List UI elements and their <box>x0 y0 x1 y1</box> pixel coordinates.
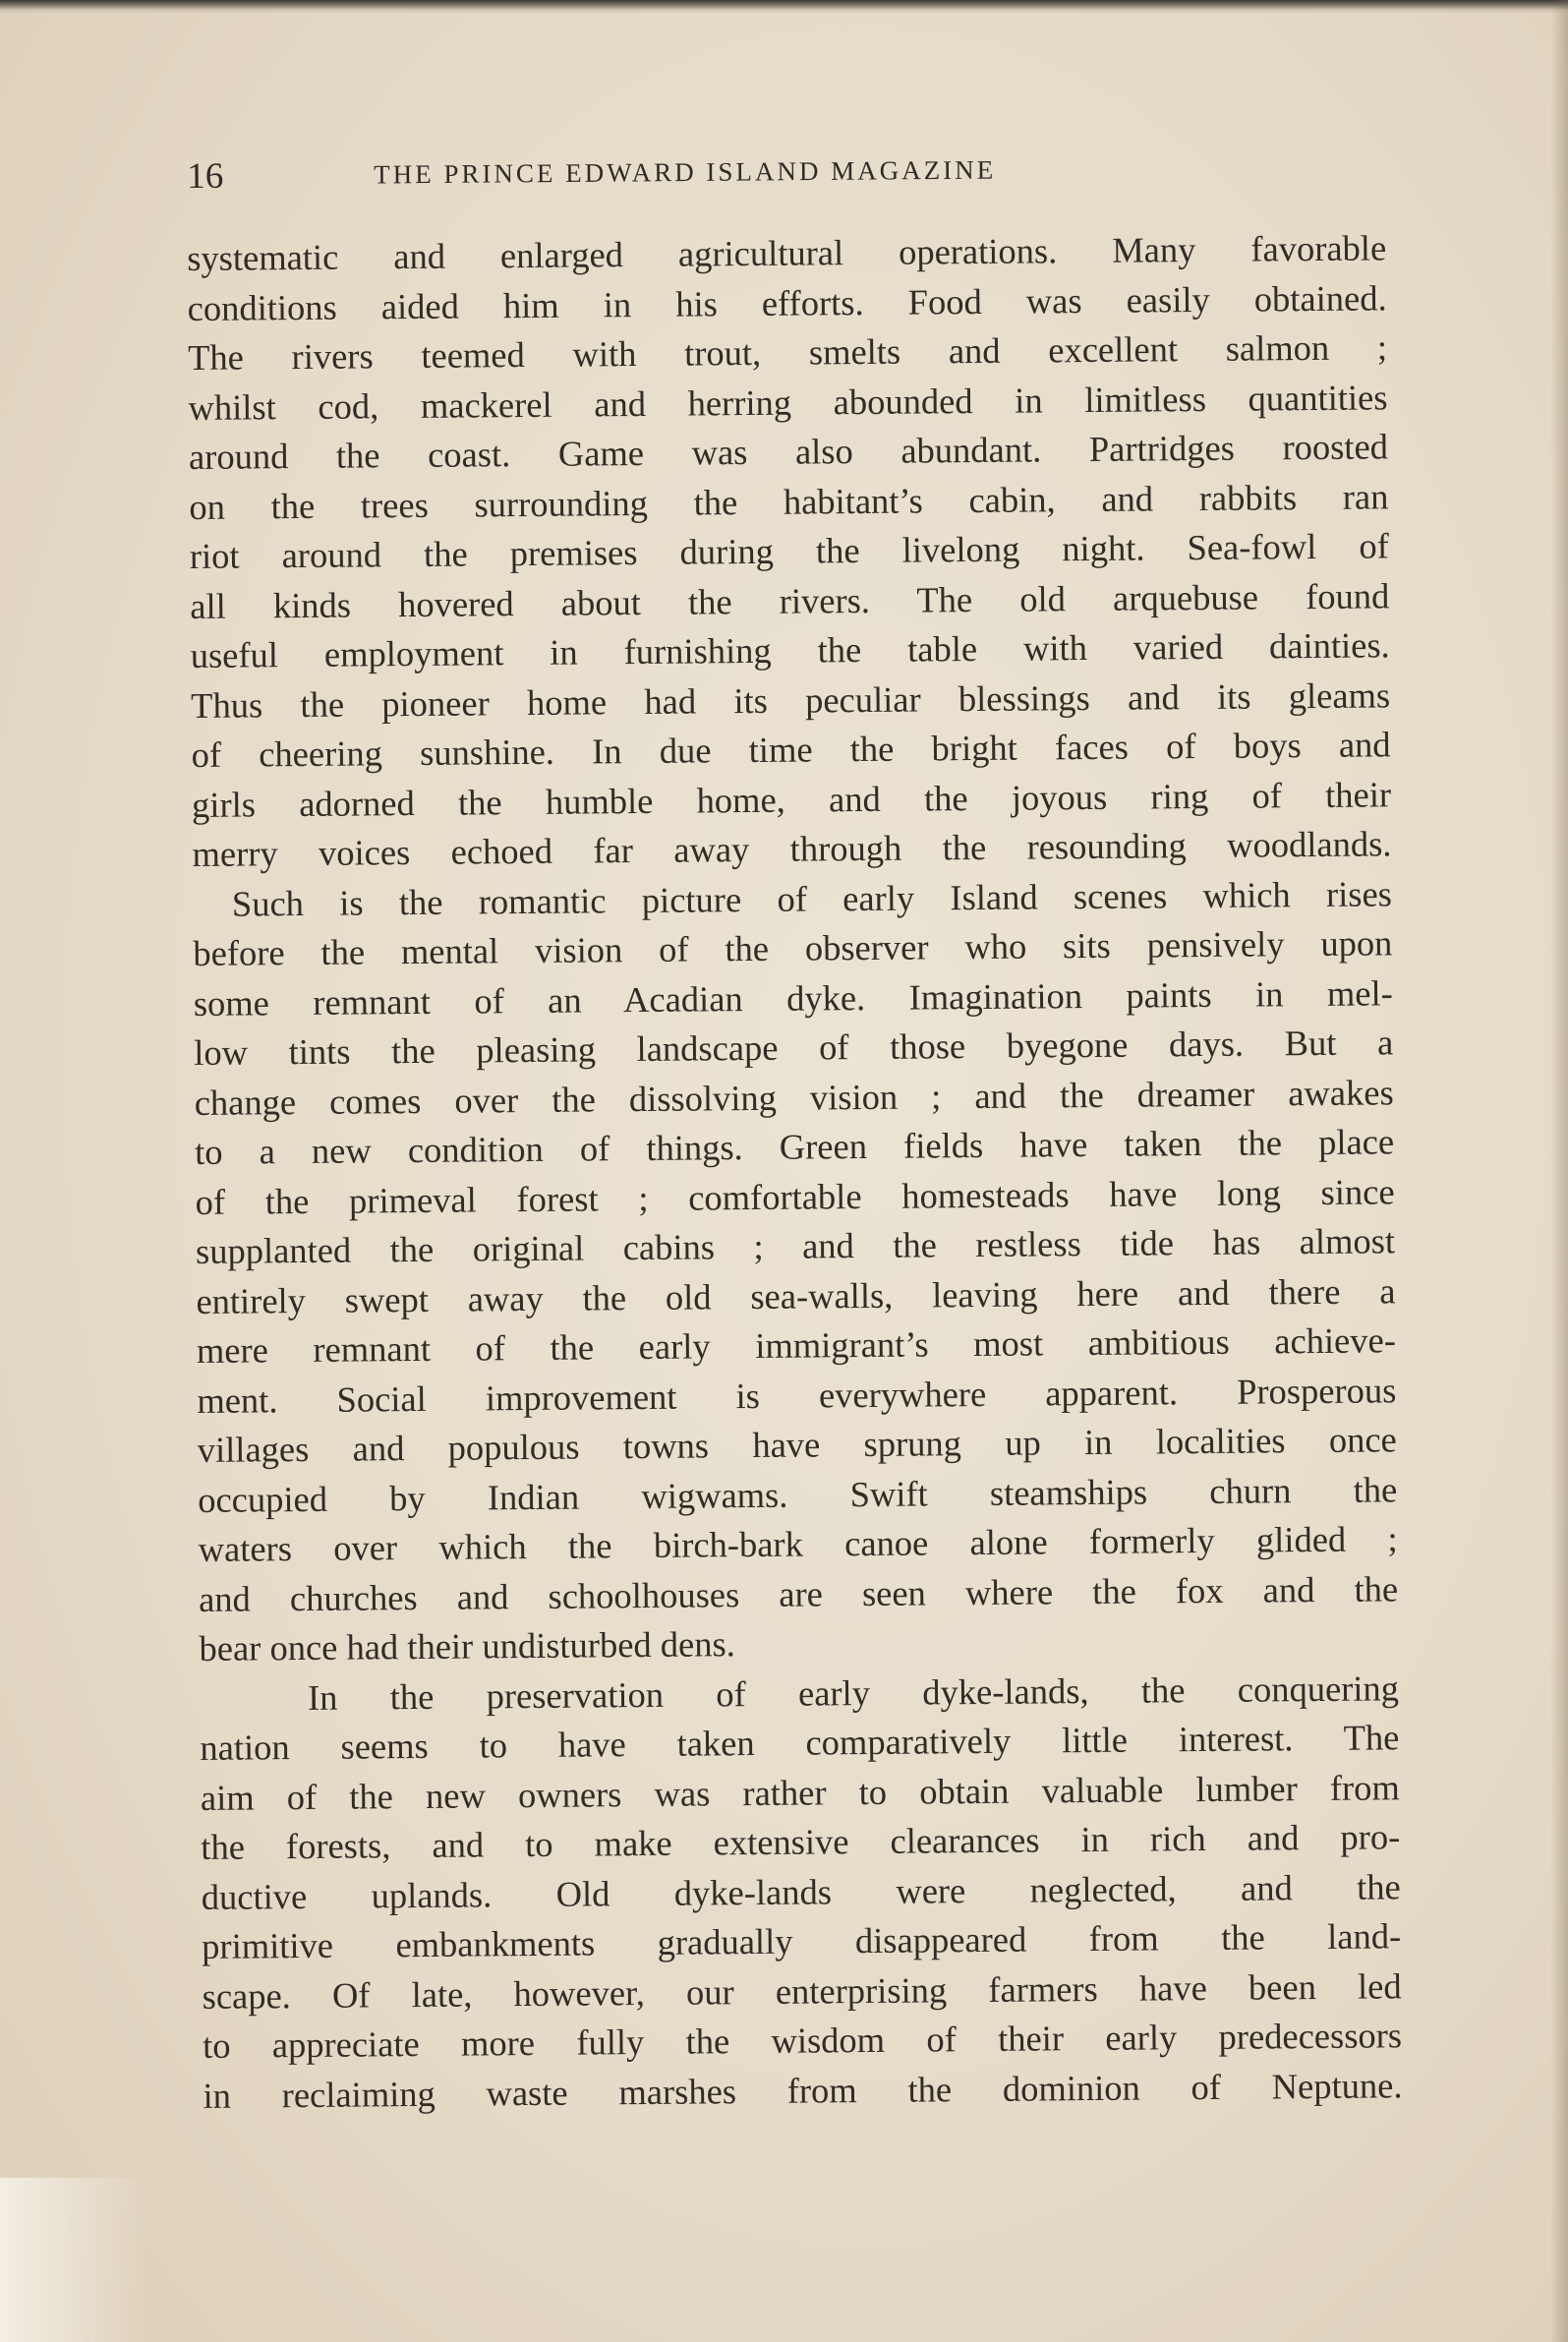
text-line: merry voices echoed far away through the resounding woodlands. <box>192 823 1392 874</box>
text-line: around the coast. Game was also abundant. Partridges roosted <box>188 426 1389 477</box>
text-line: whilst cod, mackerel and herring abounded in limitless quantities <box>188 376 1388 428</box>
text-line: aim of the new owners was rather to obtain valuable lumber from <box>200 1766 1401 1818</box>
text-line: The rivers teemed with trout, smelts and excellent salmon ; <box>187 326 1388 378</box>
text-line: nation seems to have taken comparatively little interest. The <box>200 1717 1400 1768</box>
text-line: bear once had their undisturbed dens. <box>199 1623 736 1669</box>
running-header <box>187 138 1386 206</box>
text-line: Thus the pioneer home had its peculiar blessings and its gleams <box>191 673 1391 726</box>
text-line: conditions aided him in his efforts. Food was easily obtained. <box>187 276 1387 328</box>
text-line: to appreciate more fully the wisdom of their early predecessors <box>202 2015 1403 2066</box>
text-line: girls adorned the humble home, and the joyous ring of their <box>191 773 1392 825</box>
article-body <box>187 223 1403 2121</box>
text-line: ment. Social improvement is everywhere apparent. Prosperous <box>197 1369 1397 1421</box>
text-line: in reclaiming waste marshes from the dominion of Neptune. <box>203 2064 1403 2116</box>
text-line: Such is the romantic picture of early Island scenes which rises <box>231 872 1393 924</box>
paragraph-3 <box>200 1664 1403 2121</box>
page-corner-fade <box>0 2178 147 2342</box>
text-line: occupied by Indian wigwams. Swift steamships churn the <box>198 1468 1398 1520</box>
text-line: In the preservation of early dyke-lands, the conquering <box>307 1667 1400 1718</box>
text-line: all kinds hovered about the rivers. The old arquebuse found <box>190 574 1390 626</box>
text-line: riot around the premises during the livelong night. Sea-fowl of <box>189 525 1389 576</box>
text-line: waters over which the birch-bark canoe alone formerly glided ; <box>198 1518 1398 1569</box>
text-line: change comes over the dissolving vision ; and the dreamer awakes <box>194 1071 1394 1123</box>
running-title: THE PRINCE EDWARD ISLAND MAGAZINE <box>374 154 997 190</box>
text-line: some remnant of an Acadian dyke. Imagination paints in mel- <box>193 971 1393 1024</box>
text-line: entirely swept away the old sea-walls, leaving here and there a <box>196 1269 1396 1321</box>
page-number: 16 <box>187 155 224 197</box>
text-line: useful employment in furnishing the table with varied dainties. <box>190 624 1390 675</box>
text-line: to a new condition of things. Green fields have taken the place <box>194 1121 1395 1172</box>
paragraph-2 <box>193 869 1399 1674</box>
page-right-edge <box>1550 0 1568 2342</box>
text-line: ductive uplands. Old dyke-lands were neglected, and the <box>201 1865 1401 1917</box>
text-line: scape. Of late, however, our enterprising farmers have been led <box>202 1964 1402 2017</box>
text-line: of cheering sunshine. In due time the bright faces of boys and <box>191 724 1391 775</box>
text-line: low tints the pleasing landscape of those byegone days. But a <box>194 1022 1394 1073</box>
text-line: villages and populous towns have sprung up in localities once <box>197 1419 1397 1470</box>
text-line: mere remnant of the early immigrant’s most ambitious achieve- <box>196 1319 1397 1371</box>
text-line: supplanted the original cabins ; and the restless tide has almost <box>195 1220 1396 1271</box>
page-top-edge <box>0 0 1568 14</box>
text-line: systematic and enlarged agricultural operations. Many favorable <box>187 227 1387 278</box>
text-line: and churches and schoolhouses are seen where the fox and the <box>198 1567 1399 1619</box>
text-line: on the trees surrounding the habitant’s cabin, and rabbits ran <box>189 475 1389 527</box>
text-line: before the mental vision of the observer who sits pensively upon <box>193 922 1393 973</box>
text-line: the forests, and to make extensive clearances in rich and pro- <box>201 1816 1401 1867</box>
text-line: of the primeval forest ; comfortable homesteads have long since <box>195 1170 1395 1222</box>
paragraph-1 <box>187 223 1392 879</box>
text-line: primitive embankments gradually disappeared from the land- <box>202 1915 1402 1966</box>
